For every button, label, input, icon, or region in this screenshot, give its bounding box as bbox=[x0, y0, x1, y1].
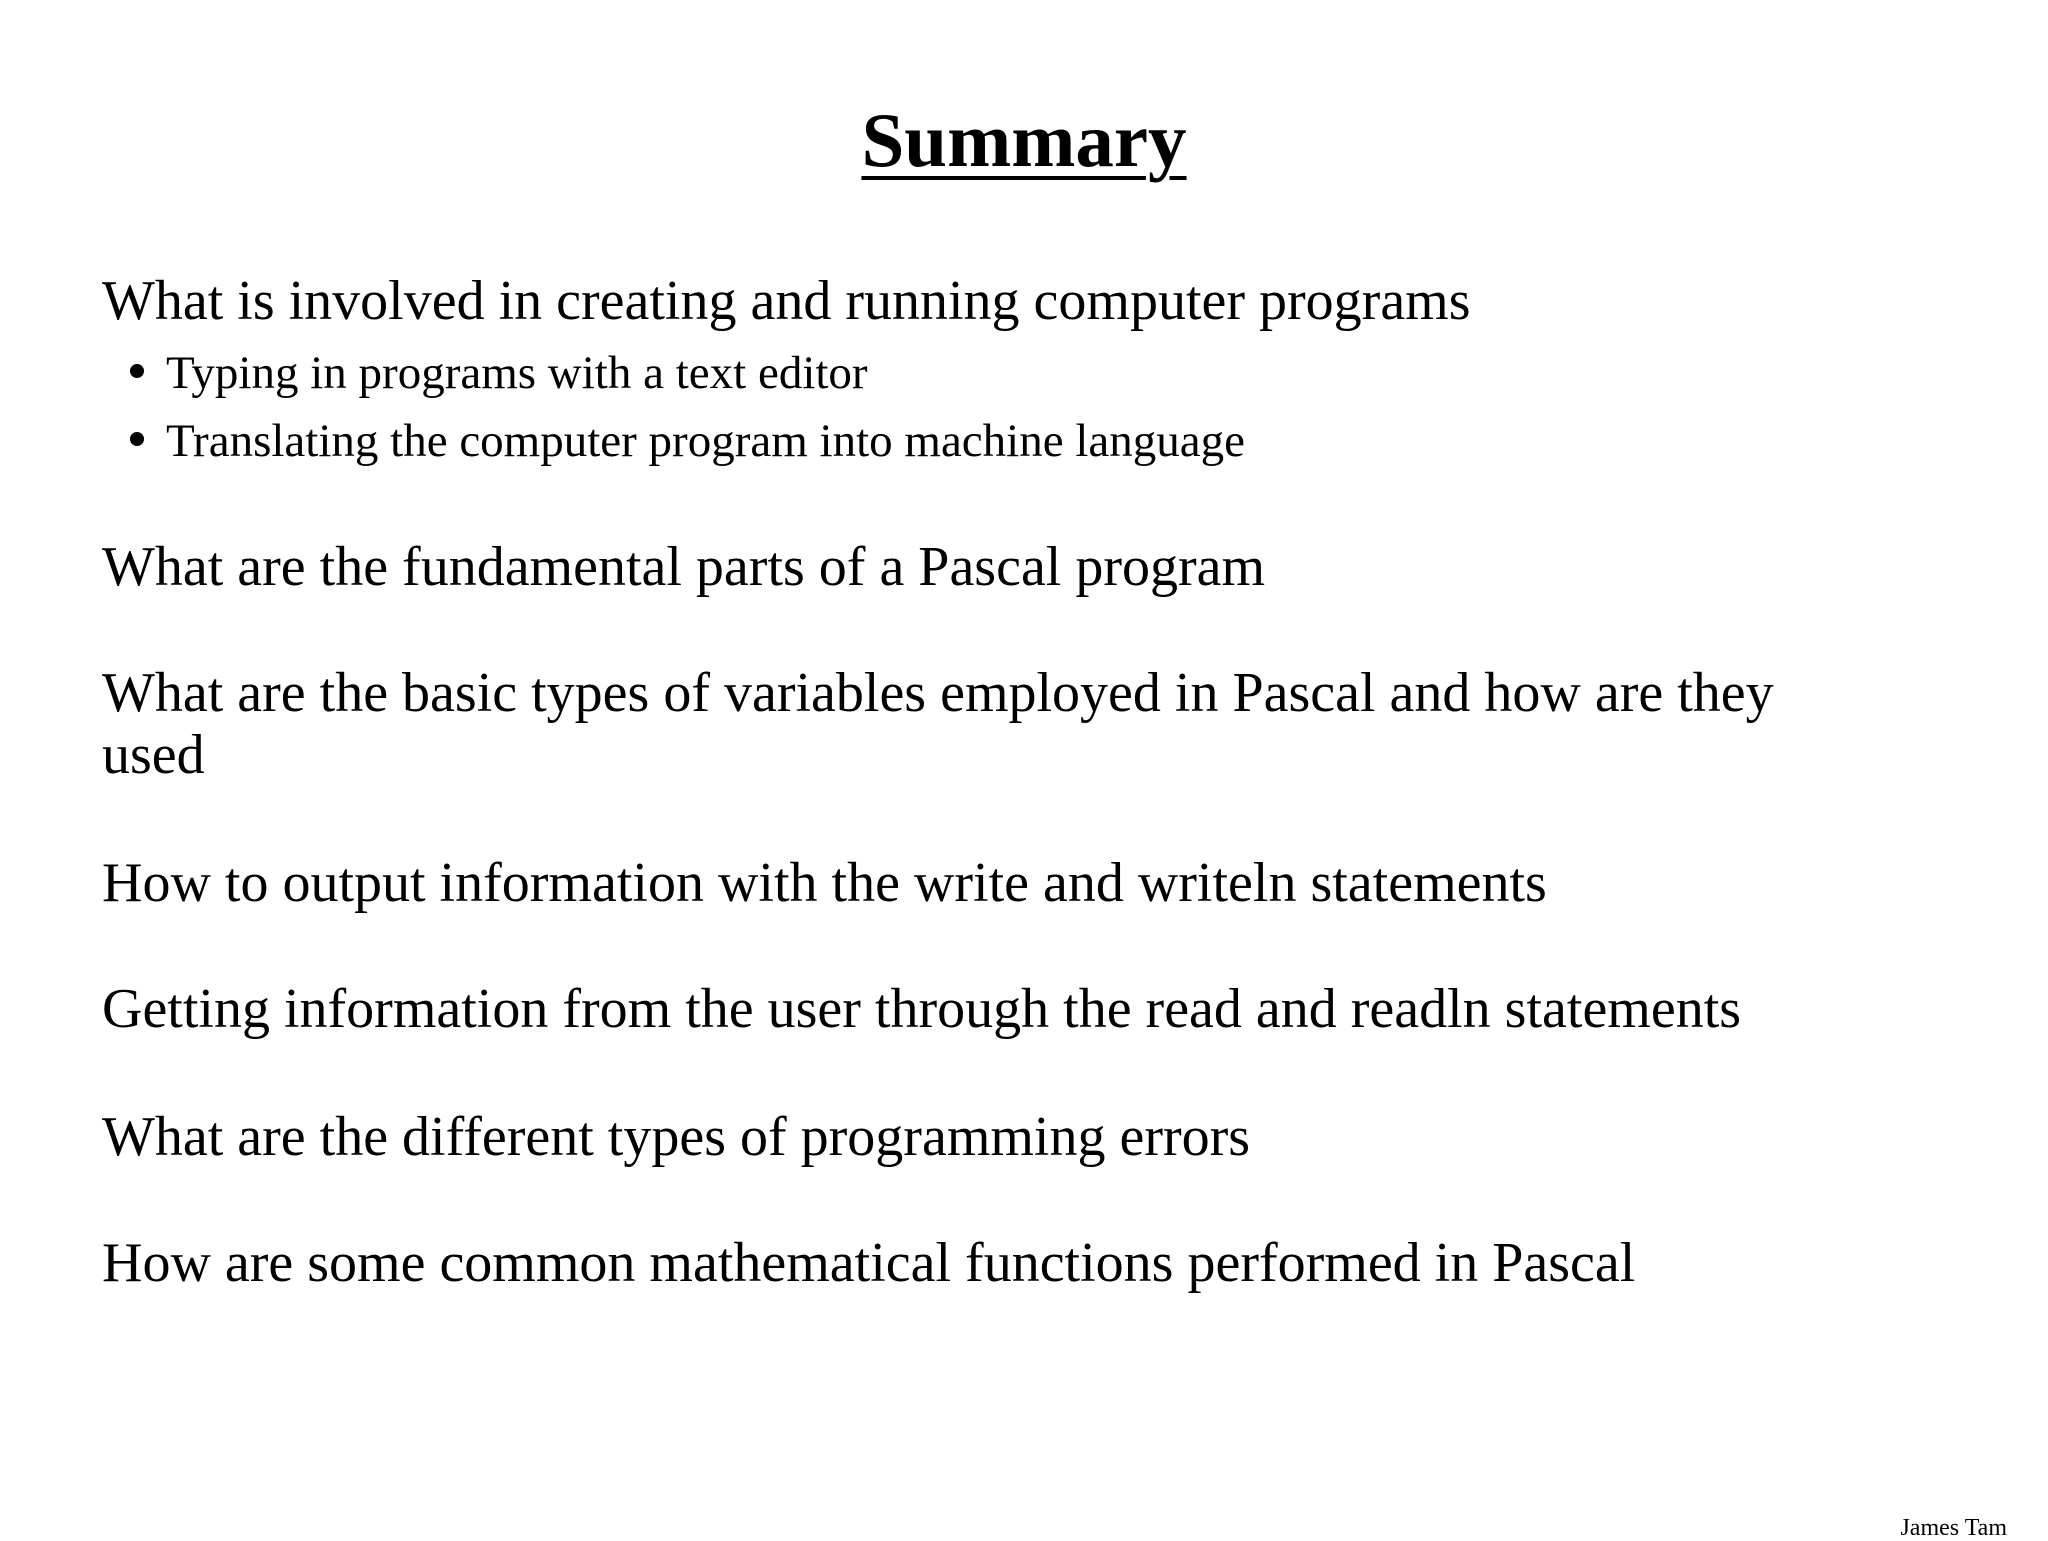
slide-title-text: Summary bbox=[861, 97, 1187, 183]
bullet-dot-icon bbox=[130, 432, 144, 446]
summary-point-variable-types: What are the basic types of variables employed in Pascal and how are they used bbox=[102, 662, 1774, 786]
summary-point-errors: What are the different types of programming errors bbox=[102, 1106, 1251, 1168]
summary-subpoint-translating: Translating the computer program into machine language bbox=[166, 415, 1245, 467]
summary-subpoint-text-editor: Typing in programs with a text editor bbox=[166, 347, 868, 399]
summary-point-input: Getting information from the user through the read and readln statements bbox=[102, 978, 1742, 1040]
footer-author: James Tam bbox=[1900, 1515, 2007, 1541]
slide-title bbox=[0, 98, 2048, 183]
summary-point-fundamental-parts: What are the fundamental parts of a Pascal program bbox=[102, 536, 1266, 598]
summary-point-math-functions: How are some common mathematical functions performed in Pascal bbox=[102, 1232, 1636, 1294]
bullet-dot-icon bbox=[130, 364, 144, 378]
summary-point-creating-running: What is involved in creating and running computer programs bbox=[102, 270, 1471, 332]
summary-point-output: How to output information with the write and writeln statements bbox=[102, 852, 1547, 914]
